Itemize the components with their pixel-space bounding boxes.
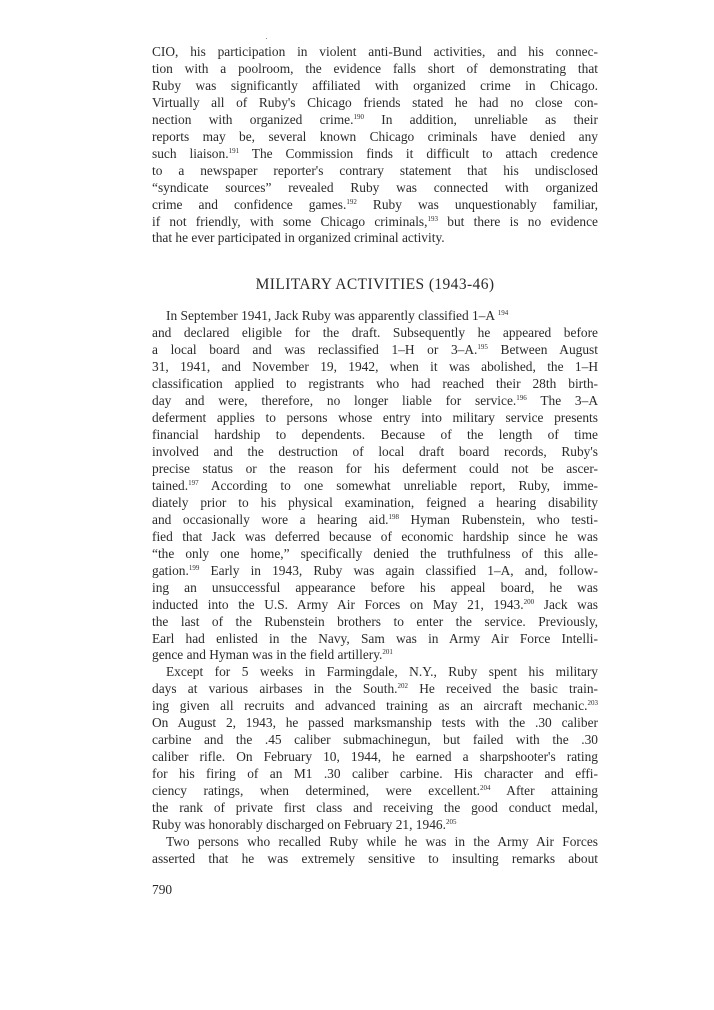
text-line: tained.$^{197}$ According to one somewhat unreliable report, Ruby, imme- [152, 477, 598, 493]
text-line: carbine and the .45 caliber submachinegun, but failed with the .30 [152, 732, 598, 748]
text-line: and occasionally wore a hearing aid.$^{198}$ Hyman Rubenstein, who testi- [152, 511, 598, 527]
footnote-ref: 193 [427, 214, 438, 223]
footnote-ref: 195 [477, 343, 488, 352]
text-line: the last of the Rubenstein brothers to enter the service. Previously, [152, 613, 598, 629]
text-line: involved and the destruction of local draft board records, Ruby's [152, 444, 598, 460]
text-line: days at various airbases in the South.$^{202}$ He received the basic train- [152, 681, 598, 697]
text-line: Except for 5 weeks in Farmingdale, N.Y., Ruby spent his military [166, 664, 598, 680]
text-line: day and were, therefore, no longer liable for service.$^{196}$ The 3–A [152, 393, 598, 409]
footnote-ref: 190 [353, 112, 364, 121]
text-line: classification applied to registrants who had reached their 28th birth- [152, 376, 598, 392]
footnote-ref: 203 [587, 699, 598, 708]
text-line: Virtually all of Ruby's Chicago friends stated he had no close con- [152, 94, 598, 110]
text-line: reports may be, several known Chicago criminals have denied any [152, 128, 598, 144]
text-line: and declared eligible for the draft. Subsequently he appeared before [152, 325, 598, 341]
footnote-ref: 205 [445, 817, 457, 826]
text-line: gation.$^{199}$ Early in 1943, Ruby was again classified 1–A, and, follow- [152, 562, 598, 578]
text-line: nection with organized crime.$^{190}$ In addition, unreliable as their [152, 111, 598, 127]
scan-speck [266, 38, 267, 39]
text-line: CIO, his participation in violent anti-Bund activities, and his connec- [152, 44, 598, 59]
footnote-ref: 196 [516, 394, 527, 403]
footnote-ref: 200 [523, 597, 535, 606]
text-line: a local board and was reclassified 1–H or 3–A.$^{195}$ Between August [152, 342, 598, 358]
paragraph-military-service [152, 664, 598, 834]
section-heading: MILITARY ACTIVITIES (1943-46) [255, 276, 495, 294]
text-line: such liaison.$^{191}$ The Commission finds it difficult to attach credence [152, 145, 598, 161]
paragraph-draft-classification [152, 308, 598, 664]
footnote-ref: 192 [346, 197, 357, 206]
text-line: 31, 1941, and November 19, 1942, when it was abolished, the 1–H [152, 359, 598, 375]
footnote-ref: 202 [397, 682, 409, 691]
text-line: ciency ratings, when determined, were excellent.$^{204}$ After attaining [152, 783, 598, 799]
text-line: for his firing of an M1 .30 caliber carbine. His character and effi- [152, 766, 598, 782]
text-line: “the only one home,” specifically denied the truthfulness of this alle- [152, 545, 598, 561]
text-line: Two persons who recalled Ruby while he was in the Army Air Forces [166, 833, 598, 849]
text-line: tion with a poolroom, the evidence falls short of demonstrating that [152, 60, 598, 76]
text-line: Ruby was honorably discharged on February 21, 1946.$^{205}$ [152, 816, 457, 832]
text-line: crime and confidence games.$^{192}$ Ruby was unquestionably familiar, [152, 196, 599, 212]
footnote-ref: 201 [382, 648, 393, 657]
footnote-ref: 204 [479, 784, 491, 793]
page-number: 790 [152, 881, 173, 897]
text-line: In September 1941, Jack Ruby was apparently classified 1–A $^{194}$ [166, 308, 509, 324]
text-line: Earl had enlisted in the Navy, Sam was in Army Air Force Intelli- [152, 630, 598, 646]
document-page [152, 44, 598, 899]
text-line: “syndicate sources” revealed Ruby was connected with organized [152, 179, 598, 195]
text-line: deferment applies to persons whose entry into military service presents [152, 410, 598, 426]
text-line: inducted into the U.S. Army Air Forces on May 21, 1943.$^{200}$ Jack was [152, 596, 598, 612]
paragraph-army-recollections [152, 834, 598, 868]
text-line: the rank of private first class and receiving the good conduct medal, [152, 800, 598, 816]
text-line: ing an unsuccessful appearance before his appeal board, he was [152, 579, 598, 595]
footnote-ref: 197 [188, 478, 199, 487]
text-line: financial hardship to dependents. Because of the length of time [152, 427, 598, 443]
text-line: Ruby was significantly affiliated with organized crime in Chicago. [152, 77, 598, 93]
text-line: precise status or the reason for his deferment could not be ascer- [152, 460, 598, 476]
footnote-ref: 199 [188, 563, 200, 572]
text-line: caliber rifle. On February 10, 1944, he earned a sharpshooter's rating [152, 749, 598, 765]
text-line: if not friendly, with some Chicago criminals,$^{193}$ but there is no evidence [152, 213, 598, 229]
text-line: asserted that he was extremely sensitive to insulting remarks about [152, 850, 598, 866]
footnote-ref: 194 [497, 309, 509, 318]
text-line: fied that Jack was deferred because of economic hardship since he was [152, 528, 598, 544]
text-line: that he ever participated in organized criminal activity. [152, 230, 445, 246]
intro-paragraph [152, 44, 598, 247]
text-line: to a newspaper reporter's contrary statement that his undisclosed [152, 162, 598, 178]
footnote-ref: 198 [388, 512, 399, 521]
text-line: On August 2, 1943, he passed marksmanship tests with the .30 caliber [152, 715, 598, 731]
text-line: diately prior to his physical examination, feigned a hearing disability [152, 494, 598, 510]
text-line: gence and Hyman was in the field artillery.$^{201}$ [152, 647, 393, 663]
text-line: ing given all recruits and advanced training as an aircraft mechanic.$^{203}$ [152, 698, 598, 714]
footnote-ref: 191 [228, 146, 240, 155]
